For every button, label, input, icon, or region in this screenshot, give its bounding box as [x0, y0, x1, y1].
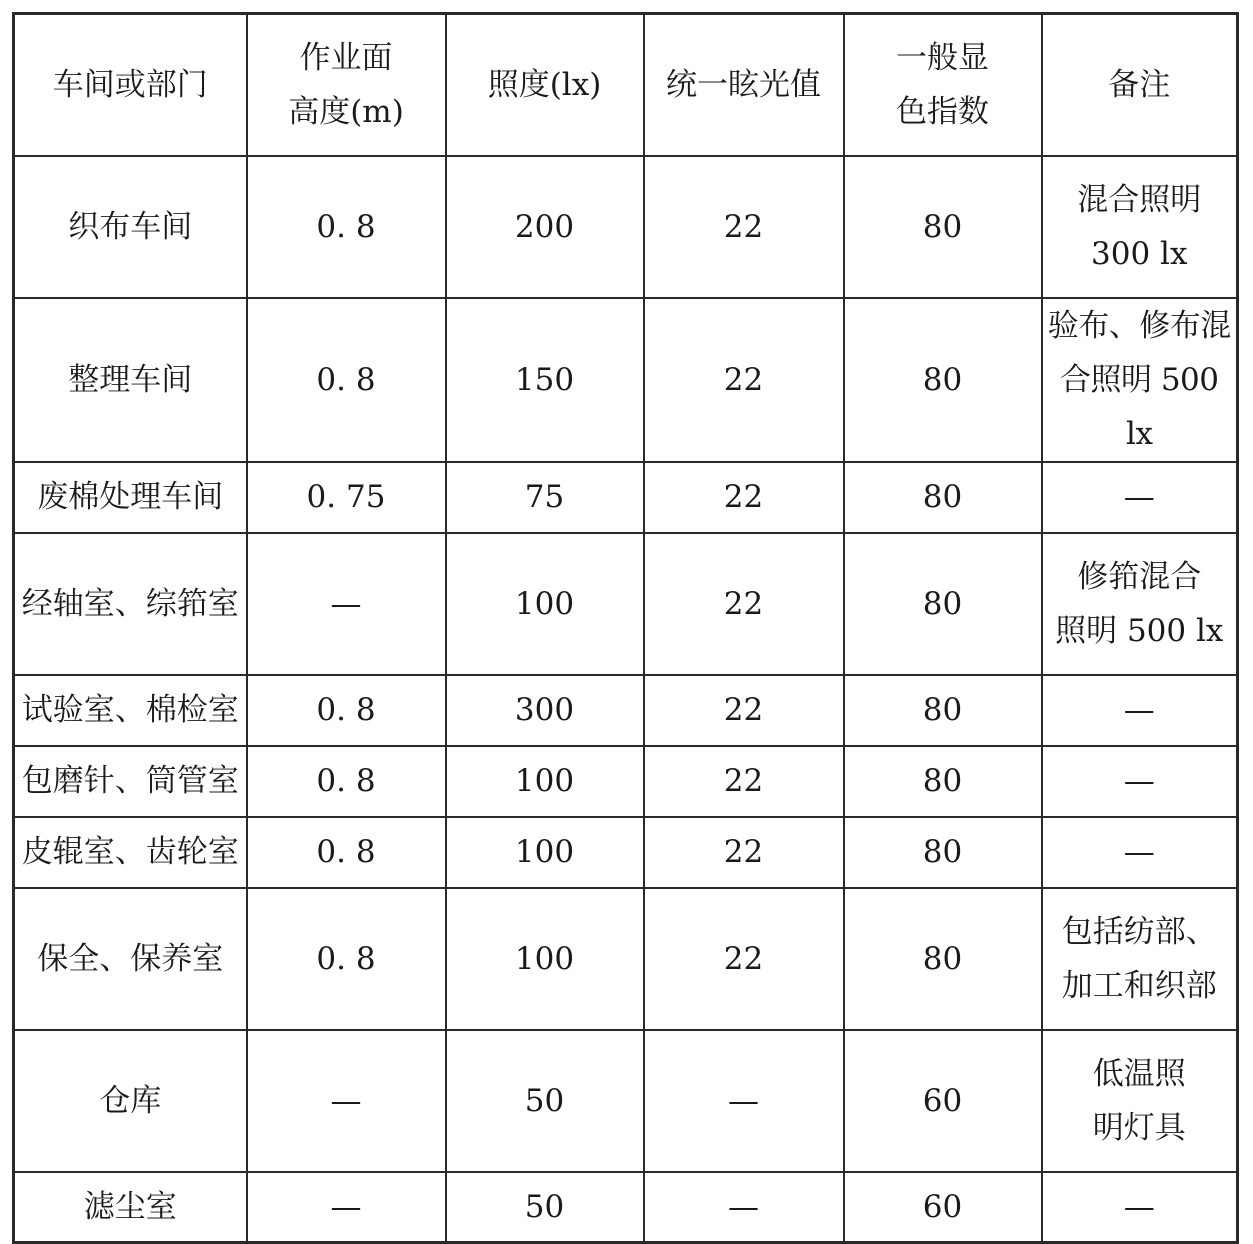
cell-department: 包磨针、筒管室 [14, 746, 247, 817]
cell-illuminance: 200 [446, 156, 644, 298]
cell-cri: 80 [844, 156, 1042, 298]
cell-illuminance: 150 [446, 298, 644, 462]
table-row [14, 533, 1238, 675]
cell-illuminance: 50 [446, 1172, 644, 1243]
cell-illuminance: 100 [446, 817, 644, 888]
cell-illuminance: 100 [446, 746, 644, 817]
cell-ugr: 22 [644, 298, 844, 462]
cell-height: 0. 8 [247, 888, 446, 1030]
cell-height: 0. 8 [247, 746, 446, 817]
cell-cri: 80 [844, 675, 1042, 746]
cell-department: 仓库 [14, 1030, 247, 1172]
header-work-plane-height: 作业面 高度(m) [247, 14, 446, 156]
cell-department: 皮辊室、齿轮室 [14, 817, 247, 888]
cell-height: 0. 75 [247, 462, 446, 533]
cell-remarks: 混合照明 300 lx [1042, 156, 1238, 298]
header-remarks: 备注 [1042, 14, 1238, 156]
cell-ugr: 22 [644, 675, 844, 746]
table-row [14, 156, 1238, 298]
cell-remarks: 修筘混合 照明 500 lx [1042, 533, 1238, 675]
cell-illuminance: 100 [446, 888, 644, 1030]
cell-department: 保全、保养室 [14, 888, 247, 1030]
cell-department: 织布车间 [14, 156, 247, 298]
cell-height: 0. 8 [247, 817, 446, 888]
table-header-row [14, 14, 1238, 156]
cell-department: 废棉处理车间 [14, 462, 247, 533]
header-department: 车间或部门 [14, 14, 247, 156]
table-row [14, 746, 1238, 817]
cell-remarks: 验布、修布混 合照明 500 lx [1042, 298, 1238, 462]
cell-height: — [247, 533, 446, 675]
cell-illuminance: 300 [446, 675, 644, 746]
cell-cri: 80 [844, 817, 1042, 888]
cell-cri: 80 [844, 298, 1042, 462]
table-row [14, 817, 1238, 888]
table-row [14, 1030, 1238, 1172]
lighting-standard-table [12, 12, 1239, 1244]
cell-remarks: 低温照 明灯具 [1042, 1030, 1238, 1172]
cell-department: 整理车间 [14, 298, 247, 462]
cell-ugr: 22 [644, 462, 844, 533]
cell-ugr: 22 [644, 746, 844, 817]
cell-remarks: — [1042, 1172, 1238, 1243]
cell-department: 经轴室、综筘室 [14, 533, 247, 675]
cell-height: 0. 8 [247, 675, 446, 746]
header-ugr: 统一眩光值 [644, 14, 844, 156]
cell-height: — [247, 1172, 446, 1243]
cell-height: 0. 8 [247, 298, 446, 462]
cell-height: 0. 8 [247, 156, 446, 298]
table-row [14, 675, 1238, 746]
cell-remarks: — [1042, 746, 1238, 817]
cell-cri: 60 [844, 1172, 1042, 1243]
header-color-rendering-index: 一般显 色指数 [844, 14, 1042, 156]
cell-remarks: 包括纺部、 加工和织部 [1042, 888, 1238, 1030]
cell-cri: 80 [844, 746, 1042, 817]
cell-illuminance: 50 [446, 1030, 644, 1172]
cell-ugr: 22 [644, 817, 844, 888]
cell-cri: 80 [844, 462, 1042, 533]
cell-cri: 60 [844, 1030, 1042, 1172]
cell-ugr: 22 [644, 888, 844, 1030]
cell-ugr: 22 [644, 156, 844, 298]
cell-department: 试验室、棉检室 [14, 675, 247, 746]
lighting-standard-table-wrapper [12, 12, 1236, 1225]
table-row [14, 462, 1238, 533]
cell-ugr: — [644, 1172, 844, 1243]
table-row [14, 298, 1238, 462]
cell-illuminance: 75 [446, 462, 644, 533]
cell-ugr: — [644, 1030, 844, 1172]
table-row [14, 888, 1238, 1030]
cell-illuminance: 100 [446, 533, 644, 675]
cell-remarks: — [1042, 817, 1238, 888]
cell-ugr: 22 [644, 533, 844, 675]
cell-cri: 80 [844, 533, 1042, 675]
cell-remarks: — [1042, 462, 1238, 533]
cell-department: 滤尘室 [14, 1172, 247, 1243]
header-illuminance: 照度(lx) [446, 14, 644, 156]
cell-height: — [247, 1030, 446, 1172]
cell-cri: 80 [844, 888, 1042, 1030]
cell-remarks: — [1042, 675, 1238, 746]
table-row [14, 1172, 1238, 1243]
